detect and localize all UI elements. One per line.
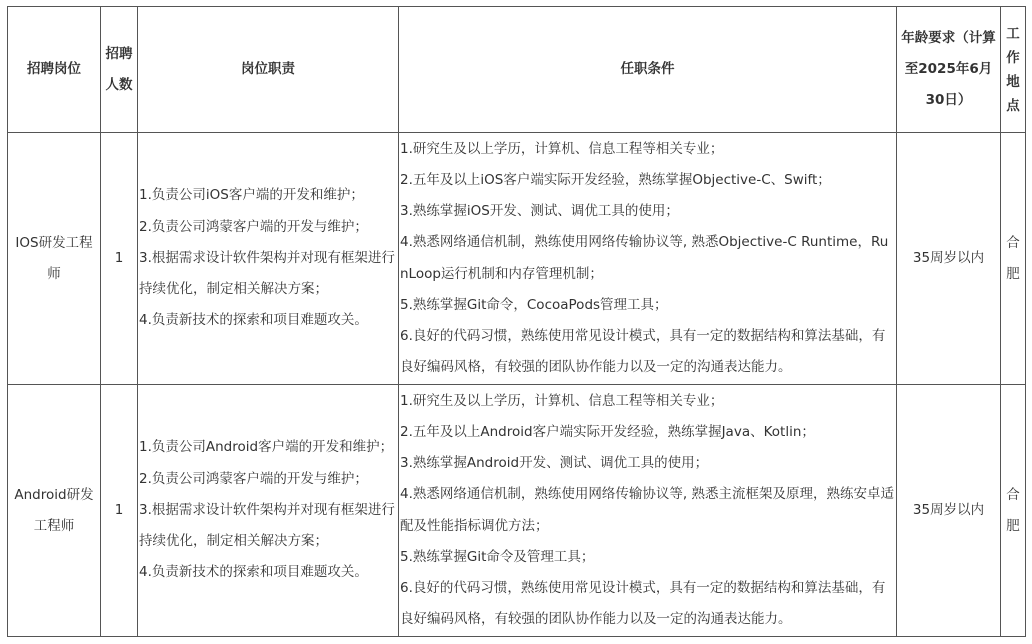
requirement-item: 3.熟练掌握Android开发、测试、调优工具的使用； (400, 455, 709, 472)
requirement-item: 4.熟悉网络通信机制，熟练使用网络传输协议等, 熟悉Objective-C Runtime，RunLoop运行机制和内存管理机制； (400, 234, 889, 282)
recruitment-table (7, 6, 1026, 637)
duty-item: 2.负责公司鸿蒙客户端的开发与维护； (139, 218, 368, 235)
requirement-item: 1.研究生及以上学历，计算机、信息工程等相关专业； (400, 140, 724, 157)
duty-item: 4.负责新技术的探索和项目难题攻关。 (139, 312, 368, 329)
cell-requirements (399, 133, 897, 385)
cell-position: IOS研发工程师 (8, 133, 101, 385)
cell-location: 合肥 (1001, 133, 1026, 385)
header-age: 年龄要求（计算至2025年6月30日） (897, 7, 1001, 133)
cell-age: 35周岁以内 (897, 385, 1001, 637)
requirement-item: 2.五年及以上Android客户端实际开发经验，熟练掌握Java、Kotlin； (400, 423, 815, 440)
header-location: 工作地点 (1001, 7, 1026, 133)
cell-count: 1 (101, 133, 138, 385)
cell-age: 35周岁以内 (897, 133, 1001, 385)
header-position: 招聘岗位 (8, 7, 101, 133)
duty-item: 4.负责新技术的探索和项目难题攻关。 (139, 564, 368, 581)
duty-item: 1.负责公司iOS客户端的开发和维护； (139, 187, 364, 204)
header-duties: 岗位职责 (138, 7, 399, 133)
requirement-item: 5.熟练掌握Git命令及管理工具； (400, 548, 595, 565)
requirement-item: 2.五年及以上iOS客户端实际开发经验，熟练掌握Objective-C、Swift； (400, 171, 831, 188)
cell-count: 1 (101, 385, 138, 637)
cell-duties (138, 133, 399, 385)
header-requirements: 任职条件 (399, 7, 897, 133)
duty-item: 3.根据需求设计软件架构并对现有框架进行持续优化，制定相关解决方案； (139, 501, 395, 550)
requirement-item: 4.熟悉网络通信机制，熟练使用网络传输协议等, 熟悉主流框架及原理，熟练安卓适配及性能指标调优方法； (400, 486, 894, 534)
table-row (8, 385, 1026, 637)
requirement-item: 5.熟练掌握Git命令，CocoaPods管理工具； (400, 296, 668, 313)
header-count: 招聘人数 (101, 7, 138, 133)
duty-item: 2.负责公司鸿蒙客户端的开发与维护； (139, 470, 368, 487)
requirement-item: 3.熟练掌握iOS开发、测试、调优工具的使用； (400, 203, 679, 220)
cell-location: 合肥 (1001, 385, 1026, 637)
cell-requirements (399, 385, 897, 637)
cell-position: Android研发工程师 (8, 385, 101, 637)
duty-item: 1.负责公司Android客户端的开发和维护； (139, 439, 394, 456)
requirement-item: 1.研究生及以上学历，计算机、信息工程等相关专业； (400, 392, 724, 409)
duty-item: 3.根据需求设计软件架构并对现有框架进行持续优化，制定相关解决方案； (139, 249, 395, 298)
requirement-item: 6.良好的代码习惯，熟练使用常见设计模式，具有一定的数据结构和算法基础，有良好编码风格，有较强的团队协作能力以及一定的沟通表达能力。 (400, 327, 886, 376)
header-row (8, 7, 1026, 133)
table-row (8, 133, 1026, 385)
cell-duties (138, 385, 399, 637)
requirement-item: 6.良好的代码习惯，熟练使用常见设计模式，具有一定的数据结构和算法基础，有良好编码风格，有较强的团队协作能力以及一定的沟通表达能力。 (400, 579, 886, 628)
